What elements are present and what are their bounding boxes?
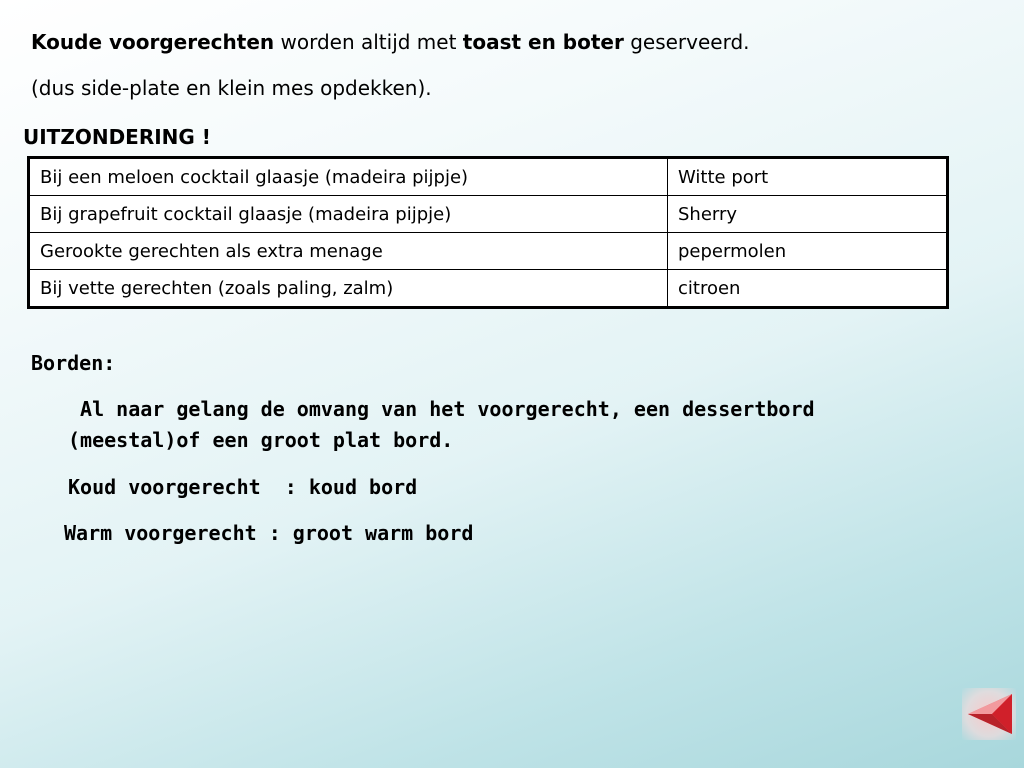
exceptions-table bbox=[27, 156, 949, 309]
table-cell-item: Gerookte gerechten als extra menage bbox=[29, 233, 668, 270]
table-row bbox=[29, 158, 948, 196]
plates-heading: Borden: bbox=[31, 351, 116, 375]
table-cell-accompaniment: Sherry bbox=[668, 196, 948, 233]
intro-text-1: worden altijd met bbox=[274, 30, 463, 54]
table-cell-item: Bij grapefruit cocktail glaasje (madeira pijpje) bbox=[29, 196, 668, 233]
exceptions-title: UITZONDERING ! bbox=[23, 125, 211, 149]
table-cell-item: Bij vette gerechten (zoals paling, zalm) bbox=[29, 270, 668, 308]
intro-line-2: (dus side-plate en klein mes opdekken). bbox=[31, 76, 432, 100]
table-row bbox=[29, 270, 948, 308]
back-button[interactable] bbox=[962, 688, 1016, 740]
back-arrow-icon bbox=[962, 688, 1016, 740]
table-cell-accompaniment: Witte port bbox=[668, 158, 948, 196]
intro-bold-toast: toast en boter bbox=[462, 30, 624, 54]
intro-text-2: geserveerd. bbox=[623, 30, 750, 54]
intro-line-1 bbox=[31, 30, 750, 54]
plates-paragraph-line-1: Al naar gelang de omvang van het voorgerecht, een dessertbord bbox=[68, 397, 815, 421]
plates-cold-starter: Koud voorgerecht : koud bord bbox=[68, 475, 418, 499]
intro-bold-cold-starters: Koude voorgerechten bbox=[31, 30, 275, 54]
table-cell-item: Bij een meloen cocktail glaasje (madeira pijpje) bbox=[29, 158, 668, 196]
plates-paragraph-line-2: (meestal)of een groot plat bord. bbox=[68, 428, 454, 452]
table-cell-accompaniment: pepermolen bbox=[668, 233, 948, 270]
table-row bbox=[29, 196, 948, 233]
table-cell-accompaniment: citroen bbox=[668, 270, 948, 308]
table-row bbox=[29, 233, 948, 270]
plates-warm-starter: Warm voorgerecht : groot warm bord bbox=[64, 521, 474, 545]
